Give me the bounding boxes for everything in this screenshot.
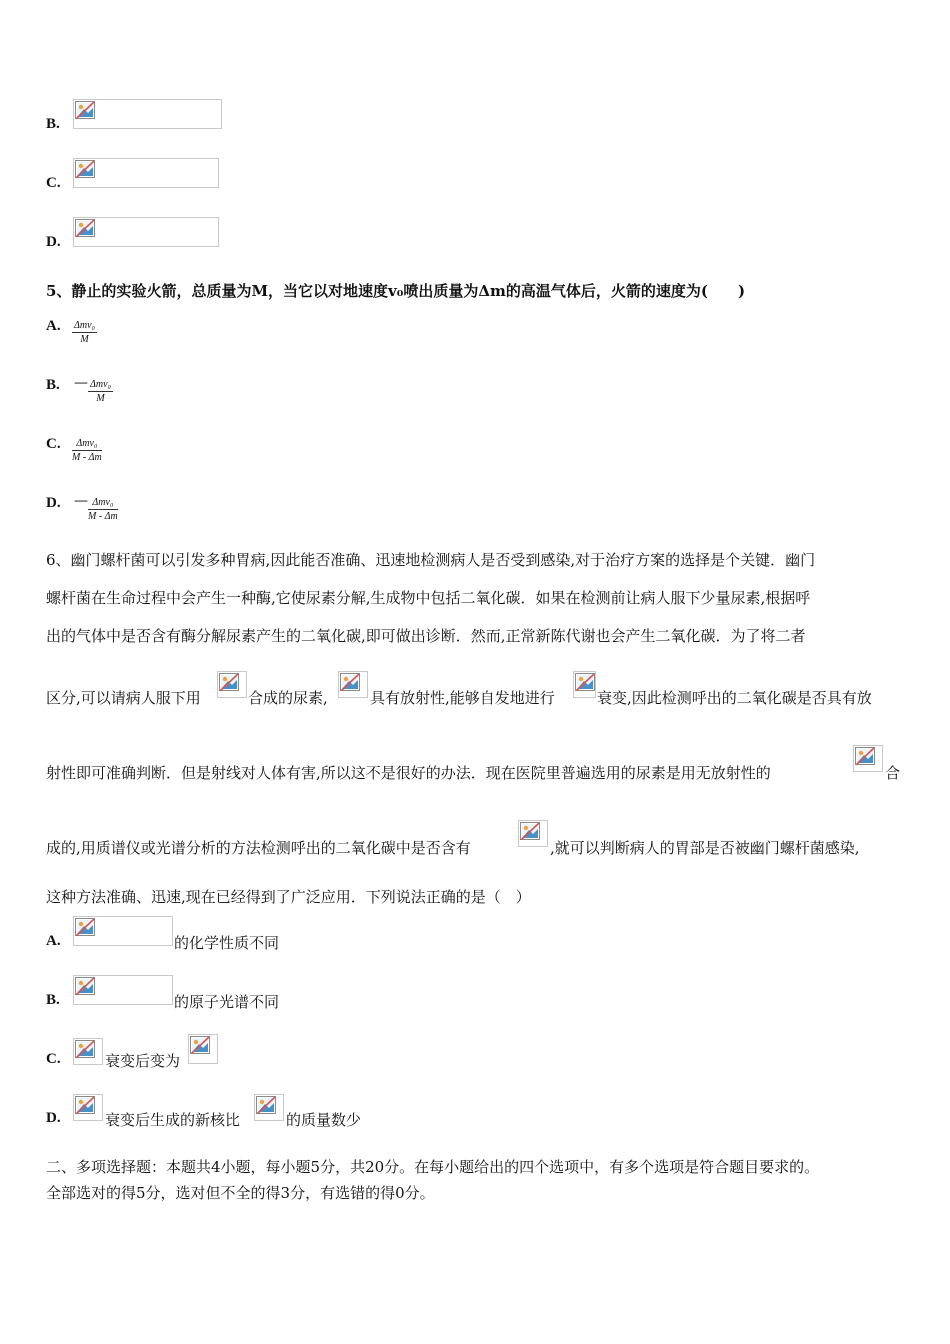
q6-line-4c: 具有放射性,能够自发地进行 — [370, 689, 555, 707]
broken-image-icon — [575, 673, 595, 691]
q6-line-5a: 射性即可准确判断．但是射线对人体有害,所以这不是很好的办法．现在医院里普遍选用的尿素是用无放射性的 — [46, 764, 771, 782]
q5-b-minus: — — [74, 375, 88, 391]
q5-option-c-label: C. — [46, 436, 61, 452]
q5-stem: 5、静止的实验火箭，总质量为M，当它以对地速度v₀喷出质量为Δm的高温气体后，火箭的速度为( ) — [46, 282, 746, 300]
q6-co2-image — [518, 820, 548, 847]
q5-a-denominator: M — [80, 334, 89, 345]
broken-image-icon — [256, 1096, 276, 1114]
q6-option-b-text: 的原子光谱不同 — [174, 993, 280, 1011]
q6-decay-image — [573, 671, 596, 698]
q6-line-4a: 区分,可以请病人服下用 — [46, 689, 201, 707]
q5-a-numerator: Δmv₀ — [74, 320, 96, 331]
q6-isotope-image-1 — [217, 671, 247, 698]
broken-image-icon — [75, 918, 95, 936]
q5-c-numerator: Δmv₀ — [72, 438, 102, 451]
q5-b-denominator: M — [96, 393, 105, 404]
q6-line-4d: 衰变,因此检测呼出的二氧化碳是否具有放 — [597, 689, 872, 707]
q6-line-1: 6、幽门螺杆菌可以引发多种胃病,因此能否准确、迅速地检测病人是否受到感染,对于治疗方案的选择是个关键．幽门 — [46, 551, 816, 569]
q6-option-d-text-1: 衰变后生成的新核比 — [105, 1111, 241, 1129]
broken-image-icon — [75, 977, 95, 995]
broken-image-icon — [75, 1040, 95, 1058]
q6-option-c-image-2 — [188, 1034, 218, 1064]
broken-image-icon — [520, 822, 540, 840]
q5-option-c-fraction — [72, 438, 102, 463]
q4-option-b-image — [73, 99, 222, 129]
q6-line-6b: ,就可以判断病人的胃部是否被幽门螺杆菌感染, — [550, 839, 860, 857]
q5-option-a-label: A. — [46, 318, 61, 334]
q4-option-c-label: C. — [46, 175, 61, 191]
q6-isotope-image-2 — [338, 671, 368, 698]
q6-line-3: 出的气体中是否含有酶分解尿素产生的二氧化碳,即可做出诊断．然而,正常新陈代谢也会产生二氧化碳．为了将二者 — [46, 627, 806, 645]
q6-option-c-label: C. — [46, 1051, 61, 1067]
q6-option-c-text: 衰变后变为 — [105, 1052, 181, 1070]
q6-option-d-label: D. — [46, 1110, 61, 1126]
q5-d-denominator: M - Δm — [88, 511, 118, 522]
broken-image-icon — [340, 673, 360, 691]
q6-line-5b: 合 — [885, 764, 901, 782]
q4-option-c-image — [73, 158, 219, 188]
q6-option-c-image-1 — [73, 1038, 103, 1065]
q6-option-b-image — [73, 975, 173, 1005]
q6-option-a-label: A. — [46, 933, 61, 949]
q6-option-b-label: B. — [46, 992, 60, 1008]
section2-instructions-line-1: 二、多项选择题：本题共4小题，每小题5分，共20分。在每小题给出的四个选项中，有多个选项是符合题目要求的。 — [46, 1158, 820, 1176]
q5-c-denominator: M - Δm — [72, 452, 102, 463]
q5-option-d-label: D. — [46, 495, 61, 511]
q5-d-numerator: Δmv₀ — [88, 497, 118, 510]
q6-isotope-image-3 — [853, 745, 883, 772]
q4-option-b-label: B. — [46, 116, 60, 132]
q6-line-7: 这种方法准确、迅速,现在已经得到了广泛应用．下列说法正确的是（ ） — [46, 888, 531, 906]
q5-option-b-fraction — [88, 379, 113, 404]
broken-image-icon — [75, 1096, 95, 1114]
q6-option-a-image — [73, 916, 173, 946]
broken-image-icon — [75, 101, 95, 119]
q6-line-2: 螺杆菌在生命过程中会产生一种酶,它使尿素分解,生成物中包括二氧化碳．如果在检测前让病人服下少量尿素,根据呼 — [46, 589, 811, 607]
broken-image-icon — [190, 1036, 210, 1054]
broken-image-icon — [219, 673, 239, 691]
q6-line-6a: 成的,用质谱仪或光谱分析的方法检测呼出的二氧化碳中是否含有 — [46, 839, 471, 857]
q5-option-a-fraction — [72, 320, 97, 345]
broken-image-icon — [855, 747, 875, 765]
q6-option-d-image-1 — [73, 1094, 103, 1121]
q6-option-a-text: 的化学性质不同 — [174, 934, 280, 952]
q6-option-d-image-2 — [254, 1094, 284, 1121]
q5-option-d-fraction — [88, 497, 118, 522]
broken-image-icon — [75, 219, 95, 237]
section2-instructions-line-2: 全部选对的得5分，选对但不全的得3分，有选错的得0分。 — [46, 1184, 435, 1202]
q5-d-minus: — — [74, 493, 88, 509]
q6-line-4b: 合成的尿素, — [248, 689, 328, 707]
q4-option-d-image — [73, 217, 219, 247]
q6-option-d-text-2: 的质量数少 — [286, 1111, 362, 1129]
broken-image-icon — [75, 160, 95, 178]
q4-option-d-label: D. — [46, 234, 61, 250]
q5-b-numerator: Δmv₀ — [90, 379, 112, 390]
q5-option-b-label: B. — [46, 377, 60, 393]
